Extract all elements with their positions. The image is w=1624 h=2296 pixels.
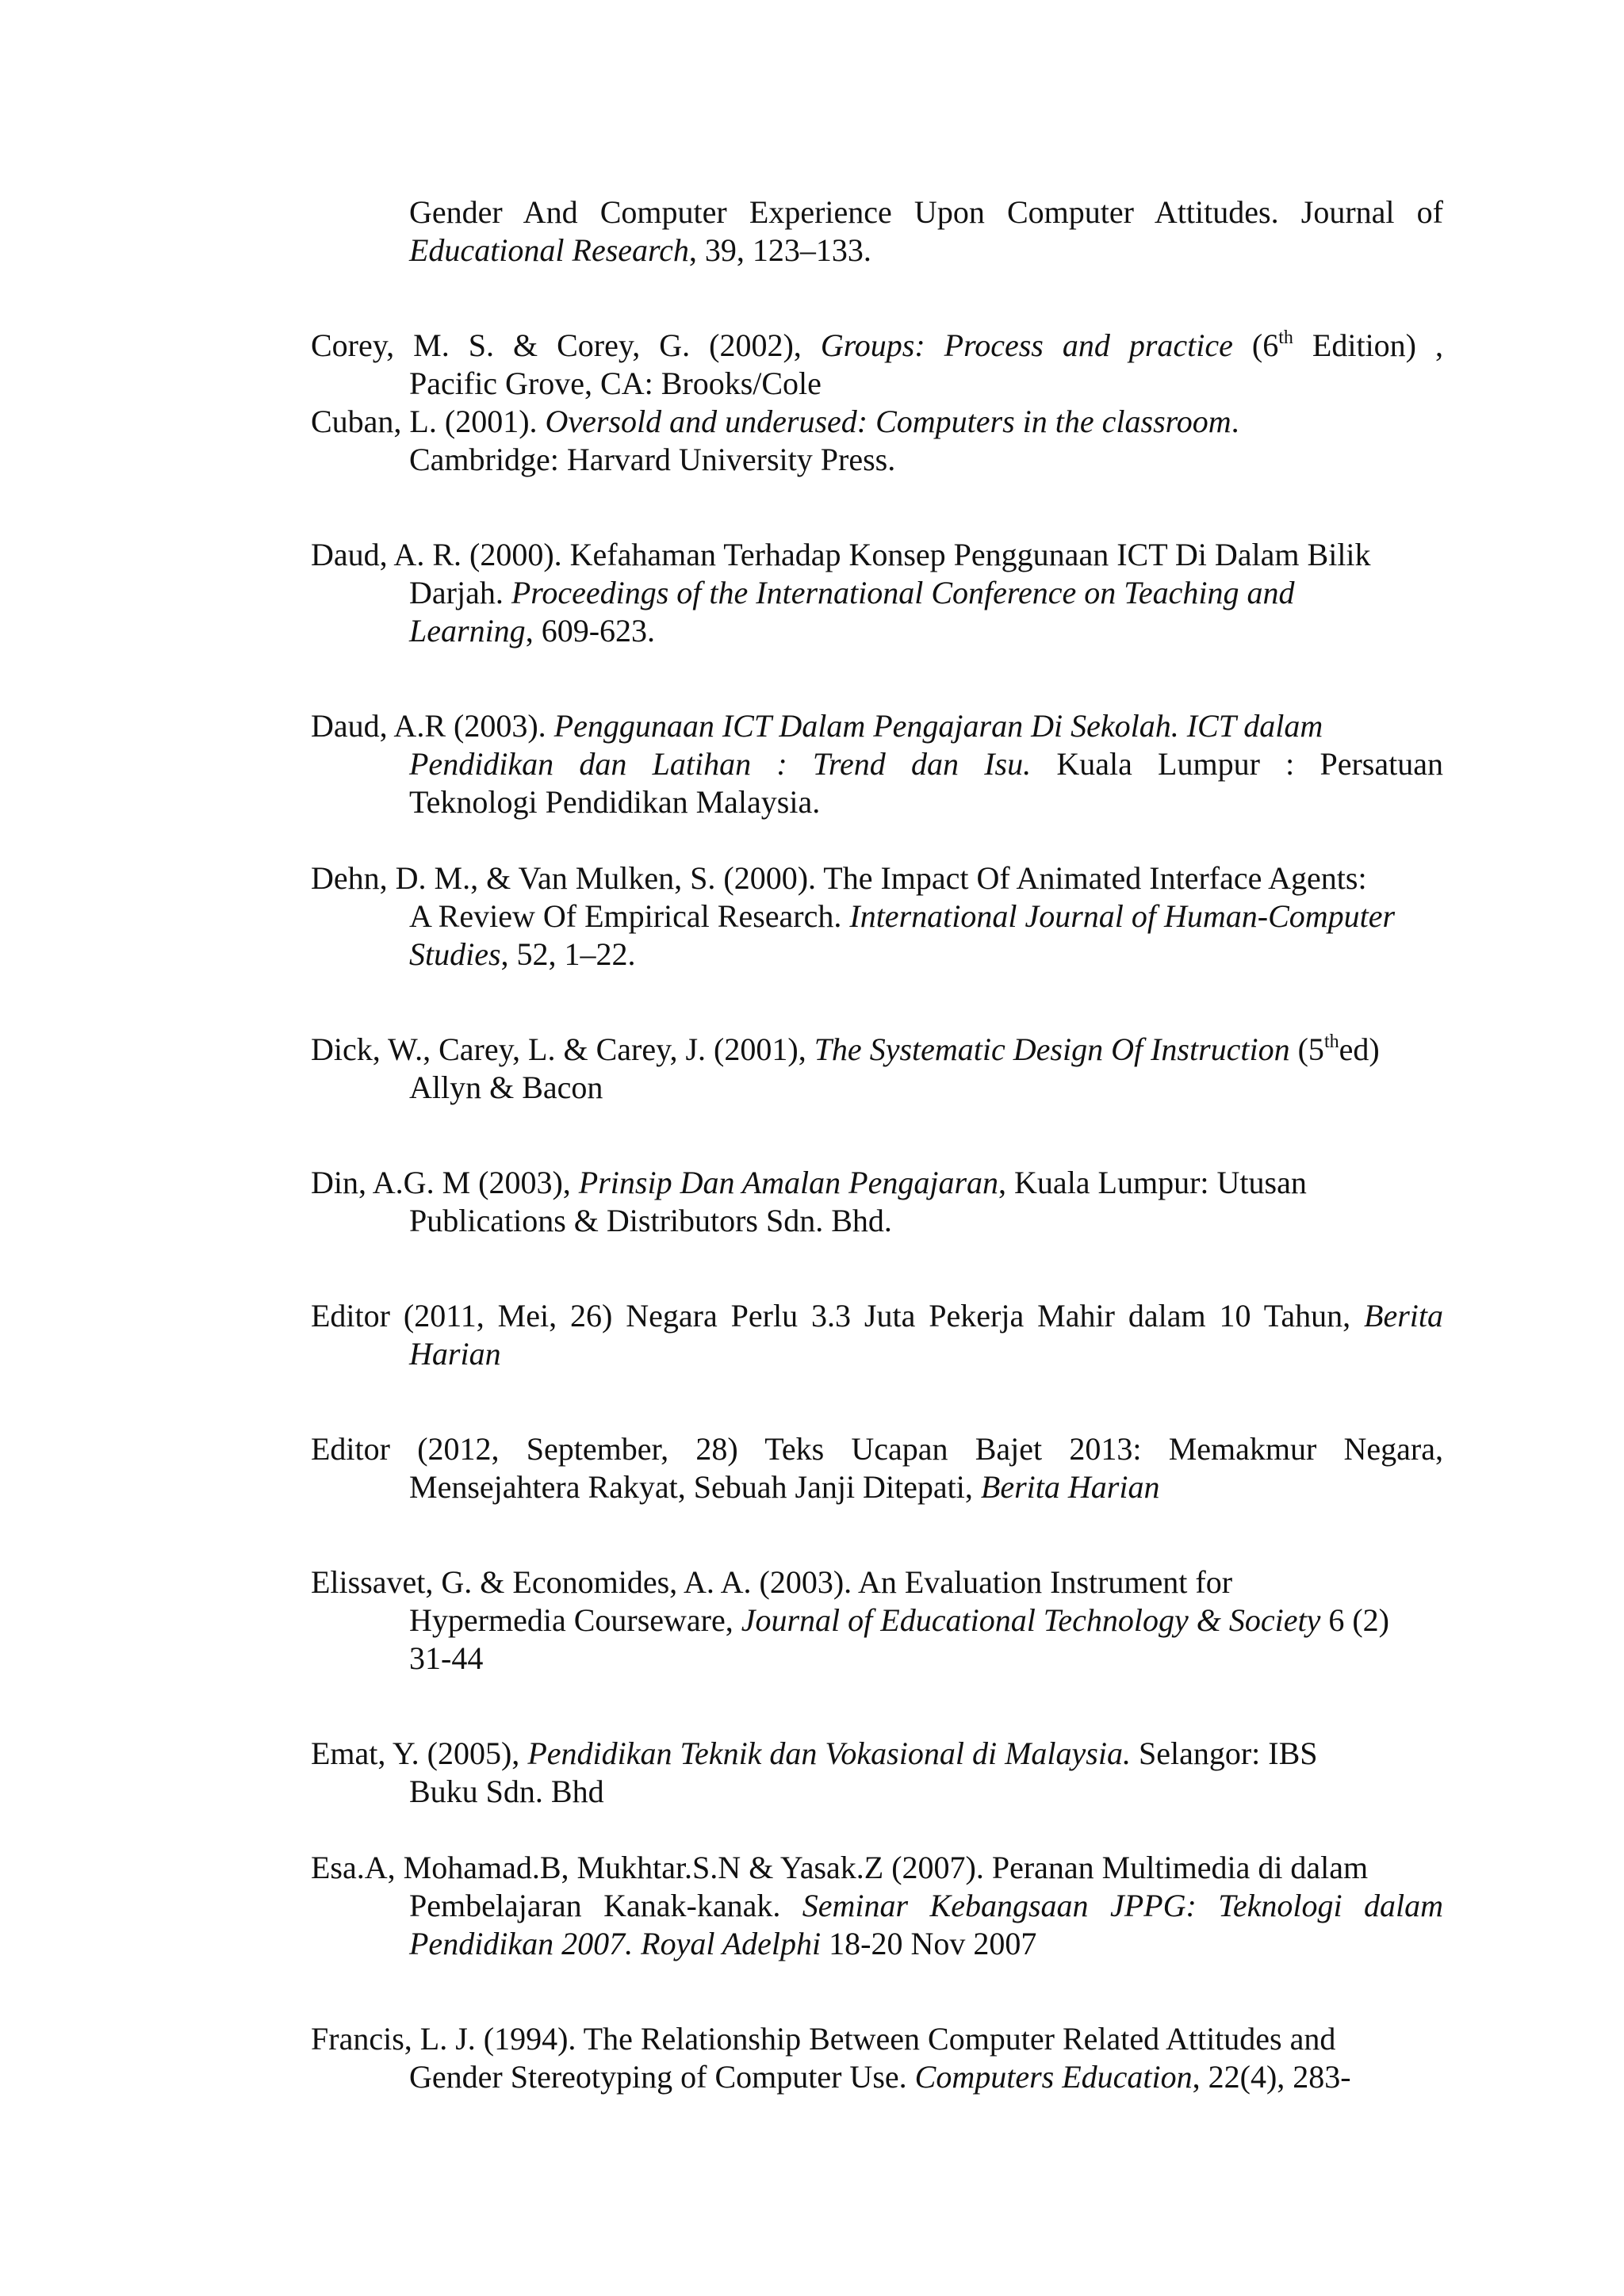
reference-line <box>311 1297 1443 1335</box>
text: Cuban, L. (2001). <box>311 404 546 439</box>
text: A Review Of Empirical Research. <box>409 898 850 934</box>
text: ed) <box>1339 1031 1380 1067</box>
text: Buku Sdn. Bhd <box>409 1774 604 1809</box>
text: Emat, Y. (2005), <box>311 1735 528 1771</box>
text: Selangor: IBS <box>1130 1735 1318 1771</box>
superscript-text: th <box>1323 1031 1339 1052</box>
reference-entry-editor2012 <box>311 1430 1443 1506</box>
text: Darjah. <box>409 575 511 610</box>
superscript-text: th <box>1278 327 1293 348</box>
reference-line <box>311 327 1443 365</box>
reference-entry-francis <box>311 2020 1443 2096</box>
reference-entry-cont <box>311 193 1443 270</box>
reference-line <box>311 783 1443 821</box>
text: Esa.A, Mohamad.B, Mukhtar.S.N & Yasak.Z (2007). Peranan Multimedia di dalam <box>311 1850 1369 1885</box>
reference-entry-cuban <box>311 403 1443 479</box>
reference-line <box>311 1563 1443 1601</box>
italic-text: Computers Education <box>914 2059 1193 2095</box>
reference-line <box>311 574 1443 612</box>
text: Daud, A.R (2003). <box>311 708 554 744</box>
italic-text: Groups: Process and practice <box>820 327 1233 363</box>
reference-line <box>311 365 1443 403</box>
reference-line <box>311 1601 1443 1640</box>
italic-text: Pendidikan dan Latihan : Trend dan Isu. <box>409 746 1032 782</box>
reference-entry-editor2011 <box>311 1297 1443 1373</box>
reference-entry-corey <box>311 327 1443 403</box>
reference-line <box>311 1849 1443 1887</box>
text: Publications & Distributors Sdn. Bhd. <box>409 1203 892 1238</box>
text: Elissavet, G. & Economides, A. A. (2003). An Evaluation Instrument for <box>311 1564 1233 1600</box>
italic-text: Journal of Educational Technology & Society <box>741 1602 1321 1638</box>
reference-line <box>311 897 1443 936</box>
text: Teknologi Pendidikan Malaysia. <box>409 784 821 820</box>
text: , 39, 123–133. <box>688 232 871 268</box>
reference-line <box>311 536 1443 574</box>
reference-line <box>311 193 1443 232</box>
text: Pembelajaran Kanak-kanak. <box>409 1888 802 1923</box>
text: , 52, 1–22. <box>500 936 636 972</box>
text: Mensejahtera Rakyat, Sebuah Janji Ditepati, <box>409 1469 981 1505</box>
text: , 22(4), 283- <box>1192 2059 1351 2095</box>
text: Dehn, D. M., & Van Mulken, S. (2000). The Impact Of Animated Interface Agents: <box>311 860 1367 896</box>
reference-entry-daud2003 <box>311 707 1443 821</box>
italic-text: Studies <box>409 936 501 972</box>
text: Hypermedia Courseware, <box>409 1602 741 1638</box>
reference-line <box>311 1069 1443 1107</box>
reference-line <box>311 1164 1443 1202</box>
text: 6 (2) <box>1320 1602 1389 1638</box>
reference-line <box>311 1887 1443 1925</box>
reference-line <box>311 859 1443 897</box>
text: Cambridge: Harvard University Press. <box>409 442 896 477</box>
reference-line <box>311 1335 1443 1373</box>
reference-line <box>311 441 1443 479</box>
italic-text: Prinsip Dan Amalan Pengajaran <box>578 1165 999 1200</box>
italic-text: Penggunaan ICT Dalam Pengajaran Di Sekolah. ICT dalam <box>553 708 1323 744</box>
text: Gender Stereotyping of Computer Use. <box>409 2059 915 2095</box>
text: Daud, A. R. (2000). Kefahaman Terhadap Konsep Penggunaan ICT Di Dalam Bilik <box>311 537 1371 572</box>
reference-line <box>311 1430 1443 1468</box>
reference-entry-elissavet <box>311 1563 1443 1678</box>
italic-text: Oversold and underused: Computers in the classroom <box>545 404 1231 439</box>
text: Editor (2012, September, 28) Teks Ucapan Bajet 2013: Memakmur Negara, <box>311 1431 1443 1467</box>
reference-line <box>311 936 1443 974</box>
reference-line <box>311 745 1443 783</box>
italic-text: Pendidikan Teknik dan Vokasional di Malaysia. <box>527 1735 1131 1771</box>
reference-entry-emat <box>311 1735 1443 1811</box>
reference-entry-dehn <box>311 859 1443 974</box>
reference-line <box>311 1202 1443 1240</box>
reference-line <box>311 707 1443 745</box>
text: Gender And Computer Experience Upon Computer Attitudes. Journal of <box>409 194 1443 230</box>
text: Dick, W., Carey, L. & Carey, J. (2001), <box>311 1031 814 1067</box>
italic-text: International Journal of Human-Computer <box>849 898 1396 934</box>
text: 18-20 Nov 2007 <box>821 1926 1037 1961</box>
text: (5 <box>1289 1031 1324 1067</box>
italic-text: Proceedings of the International Conference on Teaching and <box>511 575 1295 610</box>
text: (6 <box>1232 327 1279 363</box>
italic-text: Berita Harian <box>980 1469 1160 1505</box>
reference-line <box>311 1031 1443 1069</box>
italic-text: Seminar Kebangsaan JPPG: Teknologi dalam <box>802 1888 1443 1923</box>
reference-line <box>311 2020 1443 2058</box>
reference-entry-daud2000 <box>311 536 1443 650</box>
text: . <box>1231 404 1239 439</box>
text: Editor (2011, Mei, 26) Negara Perlu 3.3 Juta Pekerja Mahir dalam 10 Tahun, <box>311 1298 1365 1334</box>
italic-text: Pendidikan 2007. Royal Adelphi <box>409 1926 822 1961</box>
reference-line <box>311 1640 1443 1678</box>
text: Pacific Grove, CA: Brooks/Cole <box>409 365 822 401</box>
reference-entry-din <box>311 1164 1443 1240</box>
reference-line <box>311 232 1443 270</box>
text: Corey, M. S. & Corey, G. (2002), <box>311 327 821 363</box>
italic-text: The Systematic Design Of Instruction <box>814 1031 1290 1067</box>
text: Din, A.G. M (2003), <box>311 1165 579 1200</box>
text: Edition) , <box>1293 327 1444 363</box>
reference-line <box>311 403 1443 441</box>
reference-line <box>311 612 1443 650</box>
italic-text: Harian <box>409 1336 501 1372</box>
reference-line <box>311 1468 1443 1506</box>
reference-line <box>311 1735 1443 1773</box>
text: , Kuala Lumpur: Utusan <box>998 1165 1307 1200</box>
reference-entry-esa <box>311 1849 1443 1963</box>
reference-line <box>311 1773 1443 1811</box>
text: Kuala Lumpur : Persatuan <box>1031 746 1443 782</box>
text: Francis, L. J. (1994). The Relationship Between Computer Related Attitudes and <box>311 2021 1336 2057</box>
reference-entry-dick <box>311 1031 1443 1107</box>
text: Allyn & Bacon <box>409 1070 603 1105</box>
italic-text: Berita <box>1364 1298 1443 1334</box>
reference-line <box>311 2058 1443 2096</box>
reference-line <box>311 1925 1443 1963</box>
text: , 609-623. <box>525 613 656 649</box>
italic-text: Educational Research <box>409 232 689 268</box>
italic-text: Learning <box>409 613 526 649</box>
text: 31-44 <box>409 1640 484 1676</box>
